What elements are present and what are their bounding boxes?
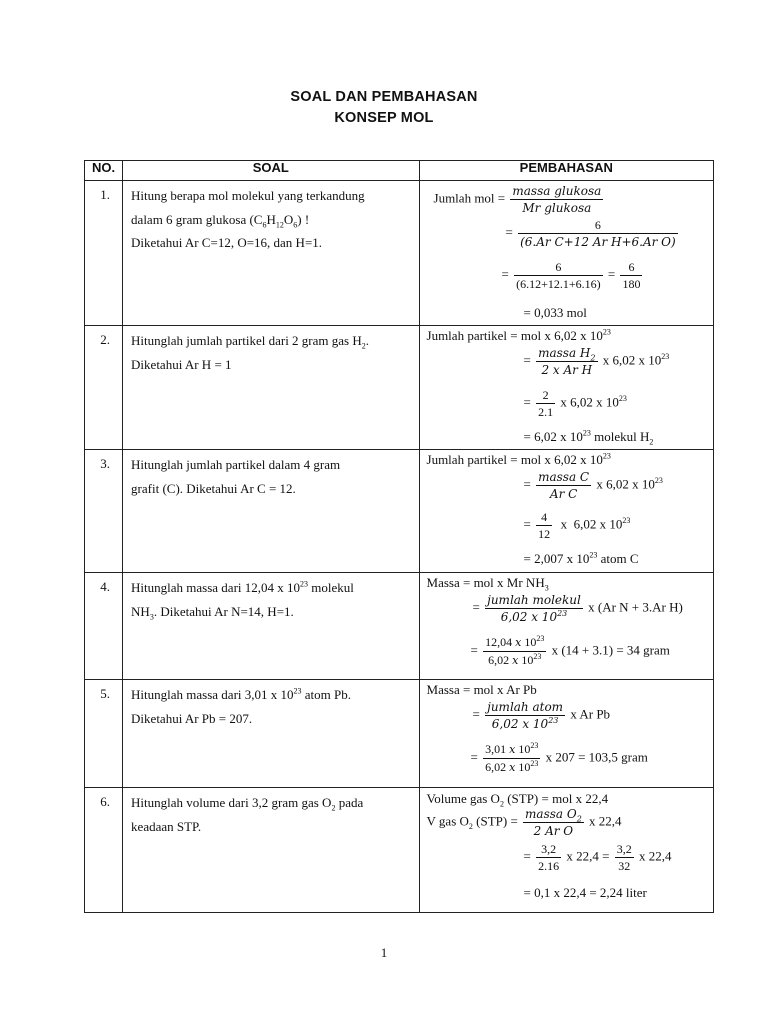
solution-line: = $\frac{4}{12}$ x 6,02 x $10^{23}$ xyxy=(523,510,631,541)
soal-table xyxy=(84,160,714,913)
solution-line: = $\frac{3,01 x 10^{23}}{6,02 x 10^{23}}$ x 207 = 103,5 gram xyxy=(470,741,648,774)
solution-line: Massa = mol x Ar Pb xyxy=(426,682,537,697)
row-number: 4. xyxy=(85,573,123,680)
soal-line: Hitunglah volume dari 3,2 gram gas $O_2$ pada xyxy=(131,795,364,813)
soal-line: grafit (C). Diketahui Ar C = 12. xyxy=(131,480,296,496)
solution-line: = $\frac{3,2}{2.16}$ x 22,4 = $\frac{3,2}{32}$ x 22,4 xyxy=(523,842,672,873)
solution-line: = $\frac{6}{\text{(6.Ar C+12 Ar H+6.Ar O)}}$ xyxy=(505,218,676,249)
solution-line: = $\frac{6}{(6.12+12.1+6.16)}$ = $\frac{6}{180}$ xyxy=(501,260,641,291)
row-number: 1. xyxy=(85,181,123,326)
soal-line: Hitunglah jumlah partikel dalam 4 gram xyxy=(131,457,341,472)
solution-line: = 0,1 x 22,4 = 2,24 liter xyxy=(523,885,647,900)
row-number: 5. xyxy=(85,680,123,788)
document-subtitle: KONSEP MOL xyxy=(334,110,434,126)
solution-line: Jumlah partikel = mol x 6,02 x $10^{23}$ xyxy=(426,451,611,467)
table-row xyxy=(85,181,714,326)
table-row xyxy=(85,680,714,788)
soal-line: Hitunglah massa dari 12,04 x $10^{23}$ molekul xyxy=(131,579,354,595)
soal-line: Hitung berapa mol molekul yang terkandung xyxy=(131,188,365,203)
soal-line: $NH_3$. Diketahui Ar N=14, H=1. xyxy=(131,603,294,622)
solution-line: = $\frac{2}{2.1}$ x 6,02 x $10^{23}$ xyxy=(523,388,627,419)
soal-line: Diketahui Ar C=12, O=16, dan H=1. xyxy=(131,235,323,250)
table-row xyxy=(85,573,714,680)
solution-line: Volume gas $O_2$ (STP) = mol x 22,4 xyxy=(426,791,609,809)
soal-line: Diketahui Ar H = 1 xyxy=(131,356,232,372)
soal-cell xyxy=(123,326,419,450)
soal-line: Hitunglah massa dari 3,01 x $10^{23}$ atom Pb. xyxy=(131,686,352,702)
soal-cell xyxy=(123,788,419,913)
solution-line: = 2,007 x $10^{23}$ atom C xyxy=(523,550,639,566)
header-pembahasan: PEMBAHASAN xyxy=(419,161,713,181)
row-number: 2. xyxy=(85,326,123,450)
row-number: 3. xyxy=(85,450,123,573)
solution-line: = jumlah atom 6,02 x $10^{23}$ x Ar Pb xyxy=(472,700,611,731)
header-soal: SOAL xyxy=(123,161,419,181)
soal-line: keadaan STP. xyxy=(131,818,202,834)
soal-line: Hitunglah jumlah partikel dari 2 gram gas $H_2$. xyxy=(131,333,369,351)
soal-line: Diketahui Ar Pb = 207. xyxy=(131,710,253,726)
solution-line: = 6,02 x $10^{23}$ molekul $H_2$ xyxy=(523,428,654,447)
solution-line: Jumlah partikel = mol x 6,02 x $10^{23}$ xyxy=(426,327,611,343)
soal-cell xyxy=(123,181,419,326)
solution-line: = $\frac{12,04 x 10^{23}}{6,02 x 10^{23}}$ x (14 + 3.1) = 34 gram xyxy=(470,634,670,667)
page-number: 1 xyxy=(380,945,388,960)
header-no: NO. xyxy=(85,161,123,181)
table-header-row xyxy=(85,161,714,181)
solution-line: = 0,033 mol xyxy=(523,305,587,320)
document-title: SOAL DAN PEMBAHASAN xyxy=(290,89,478,105)
soal-cell xyxy=(123,450,419,573)
solution-line: = massa C Ar C x 6,02 x $10^{23}$ xyxy=(523,470,663,501)
solution-line: Jumlah mol = massa glukosa Mr glukosa xyxy=(433,184,602,215)
table-row xyxy=(85,450,714,573)
table-row xyxy=(85,788,714,913)
solution-line: = massa $H_2$ 2 x Ar H x 6,02 x $10^{23}$ xyxy=(523,346,670,377)
pembahasan-cell xyxy=(419,181,713,326)
table-row xyxy=(85,326,714,450)
row-number: 6. xyxy=(85,788,123,913)
pembahasan-cell xyxy=(419,573,713,680)
solution-line: = jumlah molekul 6,02 x $10^{23}$ x (Ar N + 3.Ar H) xyxy=(472,593,683,624)
pembahasan-cell xyxy=(419,680,713,788)
soal-cell xyxy=(123,680,419,788)
soal-cell xyxy=(123,573,419,680)
pembahasan-cell xyxy=(419,326,713,450)
pembahasan-cell xyxy=(419,788,713,913)
solution-line: Massa = mol x Mr $NH_3$ xyxy=(426,575,549,593)
soal-line: dalam 6 gram glukosa $(C_6H_{12}O_6)$ ! xyxy=(131,211,310,230)
pembahasan-cell xyxy=(419,450,713,573)
solution-line: V gas $O_2$ (STP) = massa $O_2$ 2 Ar O x 22,4 xyxy=(426,807,622,838)
